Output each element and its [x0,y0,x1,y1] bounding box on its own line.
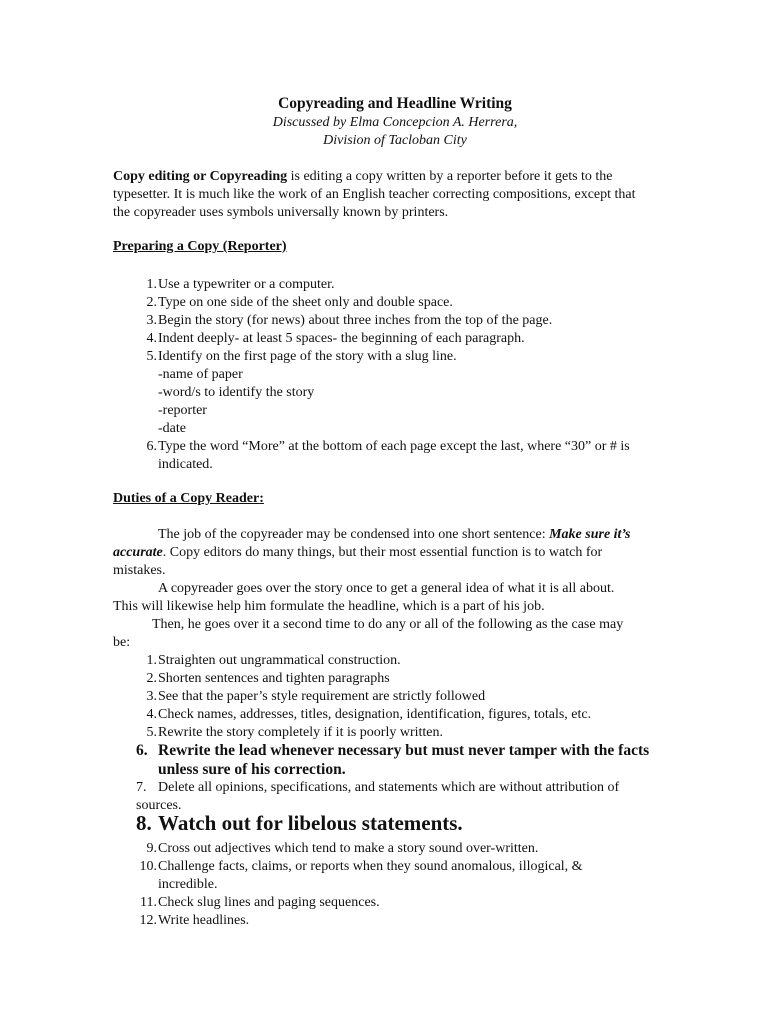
list-number-emphasized: 6. [136,742,148,759]
list-text: incredible. [158,877,218,892]
list-number: 5. [146,725,157,740]
list-text: Shorten sentences and tighten paragraphs [158,671,390,686]
list-number: 2. [146,671,157,686]
section-heading-duties [113,491,264,507]
section-heading-preparing-copy: Preparing a Copy (Reporter) [113,239,287,254]
slug-line-item: -name of paper [158,367,243,382]
list-text: Identify on the first page of the story with a slug line. [158,349,457,364]
slug-line-item: -word/s to identify the story [158,385,315,400]
list-text-large: Watch out for libelous statements. [158,811,463,835]
section-heading-colon: : [259,491,264,506]
list-text: Indent deeply- at least 5 spaces- the beginning of each paragraph. [158,331,525,346]
duties-p1-emphasis-accurate: accurate [113,545,163,560]
list-text: Straighten out ungrammatical construction. [158,653,401,668]
list-number-large: 8. [136,811,152,835]
duties-paragraph-1-line-1 [158,526,678,544]
list-number: 3. [146,689,157,704]
list-text: See that the paper’s style requirement are strictly followed [158,689,486,704]
list-number: 6. [146,439,157,454]
duties-paragraph-1-line-2 [113,544,673,562]
list-text: Type the word “More” at the bottom of each page except the last, where “30” or # is [158,439,630,454]
byline-author: Discussed by Elma Concepcion A. Herrera, [272,115,518,130]
list-text-continued: sources. [136,798,182,813]
section-heading-duties-text: Duties of a Copy Reader [113,491,260,506]
list-text: Check names, addresses, titles, designation, identification, figures, totals, etc. [158,707,592,722]
list-number: 11. [140,895,157,910]
list-text: Rewrite the story completely if it is poorly written. [158,725,443,740]
intro-line-2: typesetter. It is much like the work of an English teacher correcting compositions, except that [113,187,636,202]
list-number: 9. [146,841,157,856]
duties-p1-emphasis: Make sure it’s [549,527,631,542]
list-text: Cross out adjectives which tend to make a story sound over-written. [158,841,539,856]
list-text-emphasized: Rewrite the lead whenever necessary but must never tamper with the facts [158,742,650,759]
list-text-emphasized-continued: unless sure of his correction. [158,761,346,778]
list-number: 1. [146,277,157,292]
intro-line-3: the copyreader uses symbols universally known by printers. [113,205,449,220]
list-number: 4. [146,331,157,346]
intro-line-1: is editing a copy written by a reporter before it gets to the [287,169,613,184]
duties-paragraph-1-line-3: mistakes. [113,563,166,578]
duties-paragraph-3-line-1: Then, he goes over it a second time to do any or all of the following as the case may [152,617,624,632]
slug-line-item: -reporter [158,403,207,418]
document-title: Copyreading and Headline Writing [278,95,512,112]
duties-p1-text: The job of the copyreader may be condensed into one short sentence: [158,527,550,542]
list-number: 7. [136,780,147,795]
list-number: 4. [146,707,157,722]
list-number: 1. [146,653,157,668]
intro-lead-term: Copy editing or Copyreading [113,169,288,184]
list-text: Check slug lines and paging sequences. [158,895,380,910]
list-text: Begin the story (for news) about three inches from the top of the page. [158,313,553,328]
list-text: Challenge facts, claims, or reports when they sound anomalous, illogical, & [158,859,583,874]
list-text: Type on one side of the sheet only and double space. [158,295,453,310]
list-number: 12. [139,913,157,928]
duties-paragraph-3-line-2: be: [113,635,131,650]
list-number: 3. [146,313,157,328]
list-number: 2. [146,295,157,310]
duties-p1-text-2: . Copy editors do many things, but their most essential function is to watch for [162,545,603,560]
list-text: Delete all opinions, specifications, and statements which are without attribution of [158,780,620,795]
list-number: 10. [139,859,157,874]
list-text: Write headlines. [158,913,250,928]
slug-line-item: -date [158,421,186,436]
list-text-continued: indicated. [158,457,213,472]
list-text: Use a typewriter or a computer. [158,277,335,292]
list-number: 5. [146,349,157,364]
intro-paragraph [113,168,673,222]
duties-paragraph-2-line-1: A copyreader goes over the story once to get a general idea of what it is all about. [158,581,615,596]
duties-paragraph-2-line-2: This will likewise help him formulate the headline, which is a part of his job. [113,599,545,614]
byline-division: Division of Tacloban City [323,133,467,148]
